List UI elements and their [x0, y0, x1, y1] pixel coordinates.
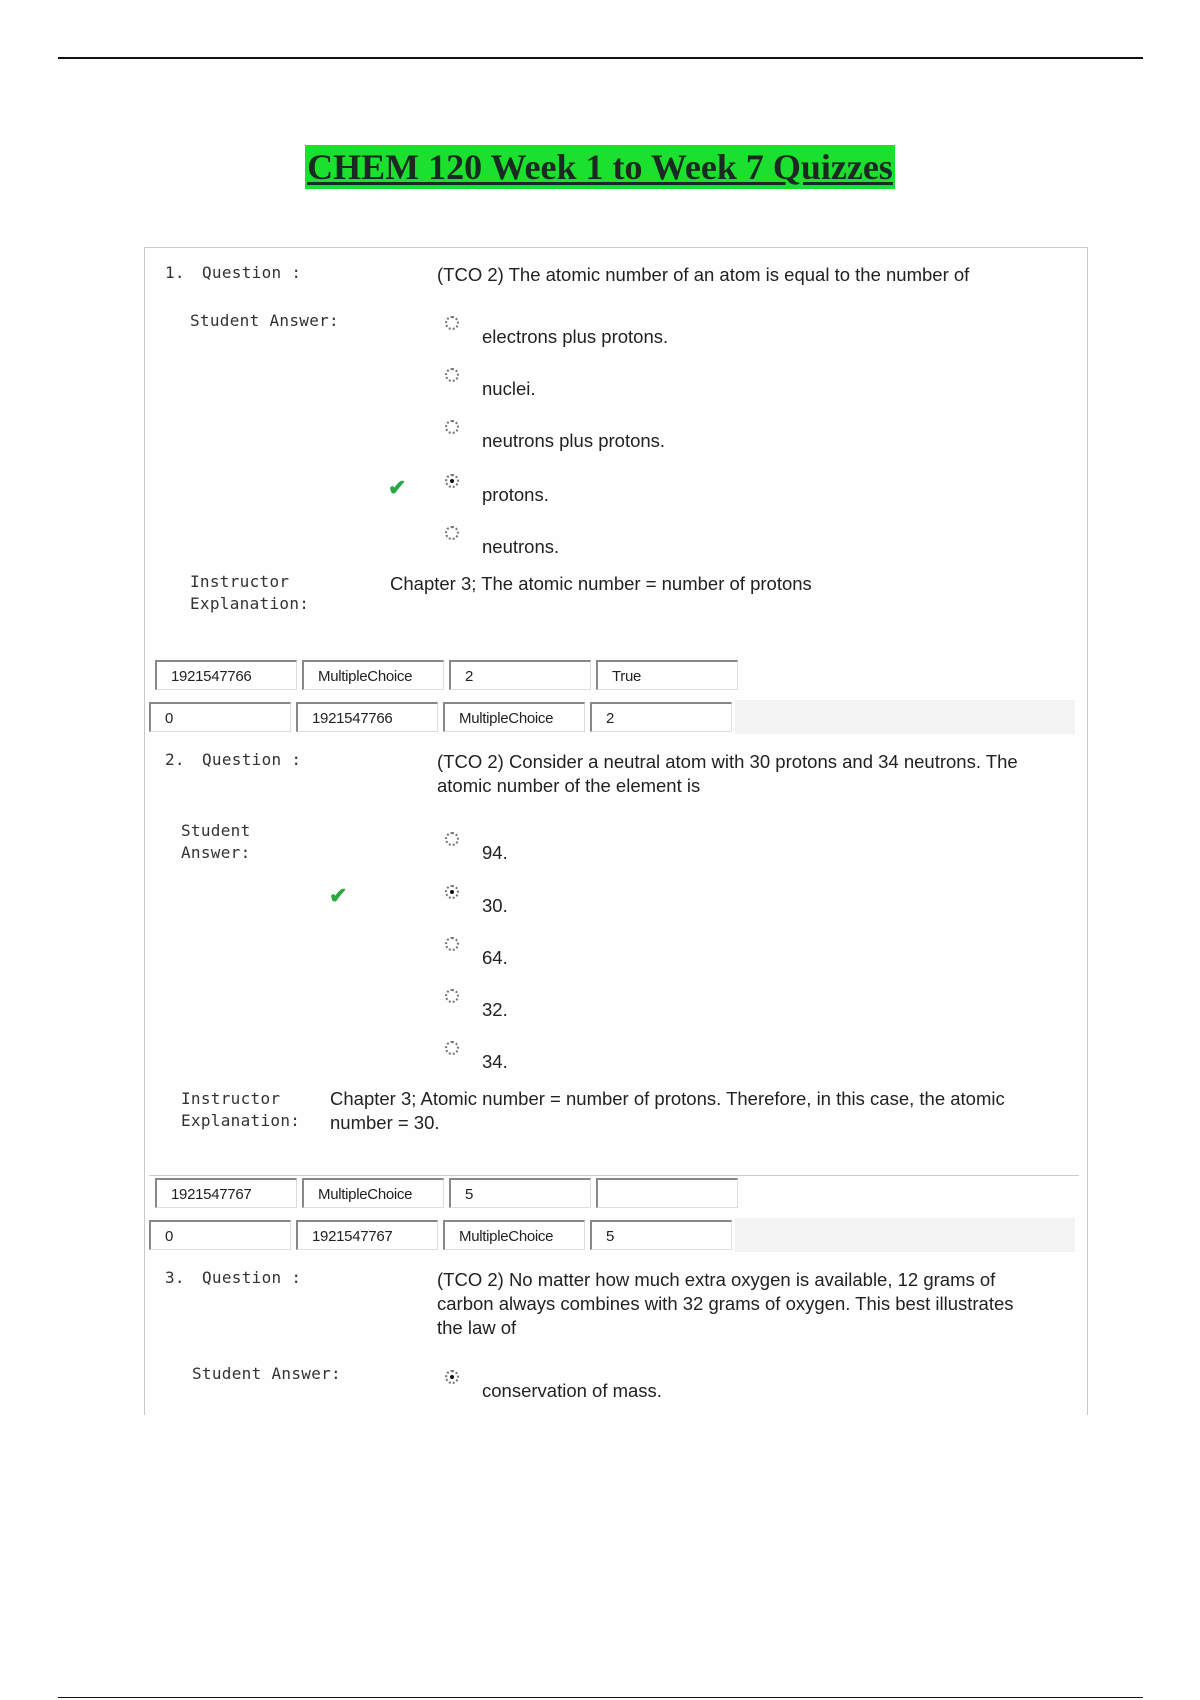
answer-choice-text: 64. [482, 947, 508, 968]
meta-cell-points: 2 [449, 660, 591, 690]
question-text-line-3: the law of [437, 1317, 517, 1338]
question-text-line-2: carbon always combines with 32 grams of oxygen. This best illustrates [437, 1293, 1014, 1314]
question-number: 3. [165, 1268, 185, 1287]
answer-radio[interactable] [445, 1041, 459, 1055]
bottom-rule [58, 1697, 1143, 1698]
meta-cell-result: True [596, 660, 738, 690]
answer-radio[interactable] [445, 316, 459, 330]
answer-radio[interactable] [445, 989, 459, 1003]
answer-choice-text: 34. [482, 1051, 508, 1072]
meta-cell-result [596, 1178, 738, 1208]
instructor-label: Instructor [181, 1089, 281, 1108]
row-shading [735, 700, 1075, 734]
correct-check-icon: ✔ [329, 883, 348, 908]
answer-radio-selected[interactable] [445, 474, 459, 488]
answer-label: Answer: [181, 843, 251, 862]
answer-choice-text: 94. [482, 842, 508, 863]
answer-choice-text: neutrons. [482, 536, 560, 557]
meta-cell-id: 1921547767 [296, 1220, 438, 1250]
meta-cell-points: 2 [590, 702, 732, 732]
meta-cell-points: 5 [449, 1178, 591, 1208]
explanation-label: Explanation: [181, 1111, 301, 1130]
meta-cell-type: MultipleChoice [302, 1178, 444, 1208]
answer-radio[interactable] [445, 526, 459, 540]
answer-choice-text: conservation of mass. [482, 1380, 662, 1401]
correct-check-icon: ✔ [388, 475, 407, 500]
meta-cell-type: MultipleChoice [443, 1220, 585, 1250]
meta-cell-zero: 0 [149, 1220, 291, 1250]
quiz-results-box [144, 247, 1088, 1415]
answer-radio[interactable] [445, 368, 459, 382]
answer-choice-text: 32. [482, 999, 508, 1020]
meta-cell-type: MultipleChoice [302, 660, 444, 690]
answer-radio-selected[interactable] [445, 885, 459, 899]
answer-choice-text: 30. [482, 895, 508, 916]
meta-cell-type: MultipleChoice [443, 702, 585, 732]
meta-cell-zero: 0 [149, 702, 291, 732]
answer-choice-text: protons. [482, 484, 549, 505]
row-separator [149, 1175, 1079, 1176]
question-number: 2. [165, 750, 185, 769]
answer-radio[interactable] [445, 832, 459, 846]
student-answer-label: Student Answer: [192, 1364, 341, 1383]
answer-choice-text: nuclei. [482, 378, 536, 399]
answer-radio[interactable] [445, 937, 459, 951]
question-number: 1. [165, 263, 185, 282]
instructor-explanation: Chapter 3; The atomic number = number of protons [390, 573, 812, 594]
meta-cell-id: 1921547766 [155, 660, 297, 690]
student-answer-label: Student Answer: [190, 311, 339, 330]
answer-choice-text: neutrons plus protons. [482, 430, 666, 451]
question-text: (TCO 2) The atomic number of an atom is equal to the number of [437, 264, 970, 285]
question-text-line-2: atomic number of the element is [437, 775, 701, 796]
meta-cell-points: 5 [590, 1220, 732, 1250]
meta-cell-id: 1921547766 [296, 702, 438, 732]
title-wrap [0, 145, 1200, 189]
explanation-label: Explanation: [190, 594, 310, 613]
question-label: Question : [202, 1268, 302, 1287]
answer-choice-text: electrons plus protons. [482, 326, 669, 347]
question-label: Question : [202, 263, 302, 282]
question-text-line-1: (TCO 2) Consider a neutral atom with 30 protons and 34 neutrons. The [437, 751, 1018, 772]
instructor-explanation-line-1: Chapter 3; Atomic number = number of protons. Therefore, in this case, the atomic [330, 1088, 1005, 1109]
student-label: Student [181, 821, 251, 840]
answer-radio[interactable] [445, 420, 459, 434]
question-text-line-1: (TCO 2) No matter how much extra oxygen is available, 12 grams of [437, 1269, 996, 1290]
document-title: CHEM 120 Week 1 to Week 7 Quizzes [307, 147, 893, 187]
row-shading [735, 1218, 1075, 1252]
meta-cell-id: 1921547767 [155, 1178, 297, 1208]
instructor-label: Instructor [190, 572, 290, 591]
question-label: Question : [202, 750, 302, 769]
top-rule [58, 57, 1143, 59]
answer-radio-selected[interactable] [445, 1370, 459, 1384]
instructor-explanation-line-2: number = 30. [330, 1112, 440, 1133]
